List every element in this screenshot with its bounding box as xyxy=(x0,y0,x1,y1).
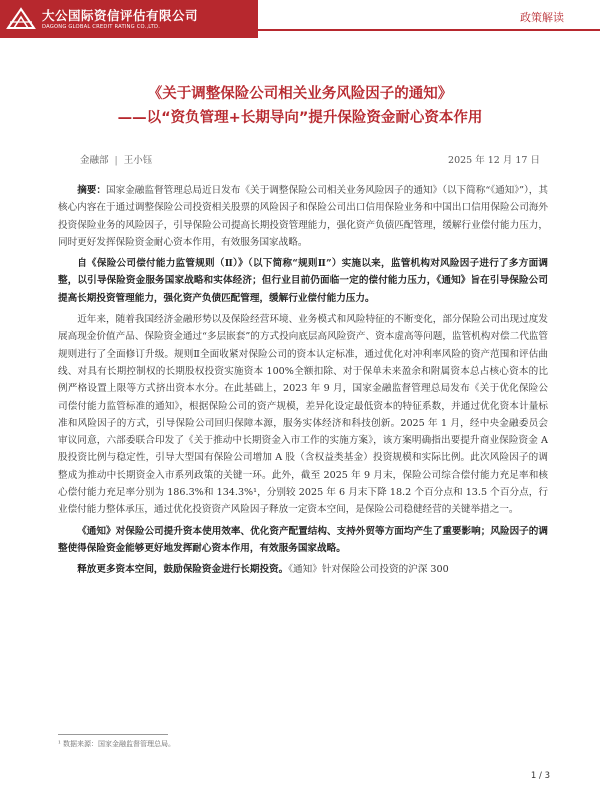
footnote-divider xyxy=(58,734,168,735)
paragraph-background: 近年来，随着我国经济金融形势以及保险经营环境、业务模式和风险特征的不断变化，部分保险公司出现过度发展高现金价值产品、保险资金通过“多层嵌套”的方式投向底层高风险资产、资本虚高等问题，监管机构对偿二代监管规则进行了全面修订升级。规则Ⅱ全面收紧对保险公司的资本认定标准，通过优化对冲利率风险的资产范围和评估曲线、对具有长期控制权的长期股权投资实施资本 100%全额扣除、对于保单未来盈余和附属资本总占核心资本的比例严格设置上限等方式挤出资本水分。在此基础上，2023 年 9 月，国家金融监督管理总局发布《关于优化保险公司偿付能力监管标准的通知》，根据保险公司的资产规模，差异化设定最低资本的特征系数，并通过优化资本计量标准和风险因子的方式，引导保险公司回归保障本源，服务实体经济和科技创新。2025 年 1 月，经中央金融委员会审议同意，六部委联合印发了《关于推动中长期资金入市工作的实施方案》，该方案明确指出要提升商业保险资金 A 股投资比例与稳定性，引导大型国有保险公司增加 A 股（含权益类基金）投资规模和实际比例。此次风险因子的调整成为推动中长期资金入市系列政策的关键一环。此外，截至 2025 年 9 月末，保险公司综合偿付能力充足率和核心偿付能力充足率分别为 186.3%和 134.3%¹，分别较 2025 年 6 月末下降 18.2 个百分点和 13.5 个百分点，行业偿付能力整体承压，通过优化投资资产风险因子释放一定资本空间，是保险公司稳健经营的关键举措之一。 xyxy=(58,314,548,516)
separator: | xyxy=(114,155,118,166)
department: 金融部 xyxy=(80,155,109,166)
paragraph-lead: 释放更多资本空间，鼓励保险资金进行长期投资。 xyxy=(77,564,289,576)
author-line xyxy=(80,152,540,166)
document-body xyxy=(58,182,548,581)
footnote: ¹ 数据来源：国家金融监督管理总局。 xyxy=(58,740,176,748)
publish-date: 2025 年 12 月 17 日 xyxy=(448,155,540,166)
paragraph-key-point-1: 自《保险公司偿付能力监管规则（Ⅱ）》（以下简称“规则Ⅱ”）实施以来，监管机构对风险因子进行了多方面调整，以引导保险资金服务国家战略和实体经济；但行业目前仍面临一定的偿付能力压力，《通知》旨在引导保险公司提高长期投资管理能力，强化资产负债匹配管理，缓解行业偿付能力压力。 xyxy=(58,258,548,304)
logo-company-name: 大公国际资信评估有限公司 xyxy=(42,7,199,23)
author-info xyxy=(80,152,152,166)
page-header xyxy=(0,0,600,38)
title-line-2: ——以“资负管理+长期导向”提升保险资金耐心资本作用 xyxy=(117,110,483,126)
document-type: 政策解读 xyxy=(520,11,564,24)
paragraph-key-point-2: 《通知》对保险公司提升资本使用效率、优化资产配置结构、支持外贸等方面均产生了重要影响；风险因子的调整使得保险资金能够更好地发挥耐心资本作用，有效服务国家战略。 xyxy=(58,525,548,554)
paragraph-capital-release xyxy=(58,561,548,578)
page-number: 1 / 3 xyxy=(530,771,550,781)
dagong-logo-icon xyxy=(6,6,36,32)
company-logo xyxy=(0,0,258,38)
page-title xyxy=(0,82,600,130)
abstract xyxy=(58,182,548,251)
title-line-1: 《关于调整保险公司相关业务风险因子的通知》 xyxy=(147,86,453,102)
header-rule xyxy=(258,29,600,31)
abstract-text: 国家金融监督管理总局近日发布《关于调整保险公司相关业务风险因子的通知》（以下简称“《通知》”），其核心内容在于通过调整保险公司投资相关股票的风险因子和保险公司出口信用保险业务和中国出口信用保险公司海外投资保险业务的风险因子，引导保险公司提高长期投资管理能力，强化资产负债匹配管理，缓解行业偿付能力压力，同时更好发挥保险资金耐心资本作用，有效服务国家战略。 xyxy=(58,185,548,248)
paragraph-text: 《通知》针对保险公司投资的沪深 300 xyxy=(288,564,449,576)
author-name: 王小钰 xyxy=(123,155,153,166)
abstract-label: 摘要： xyxy=(77,185,106,196)
logo-company-name-en: DAGONG GLOBAL CREDIT RATING CO.,LTD. xyxy=(42,23,161,30)
